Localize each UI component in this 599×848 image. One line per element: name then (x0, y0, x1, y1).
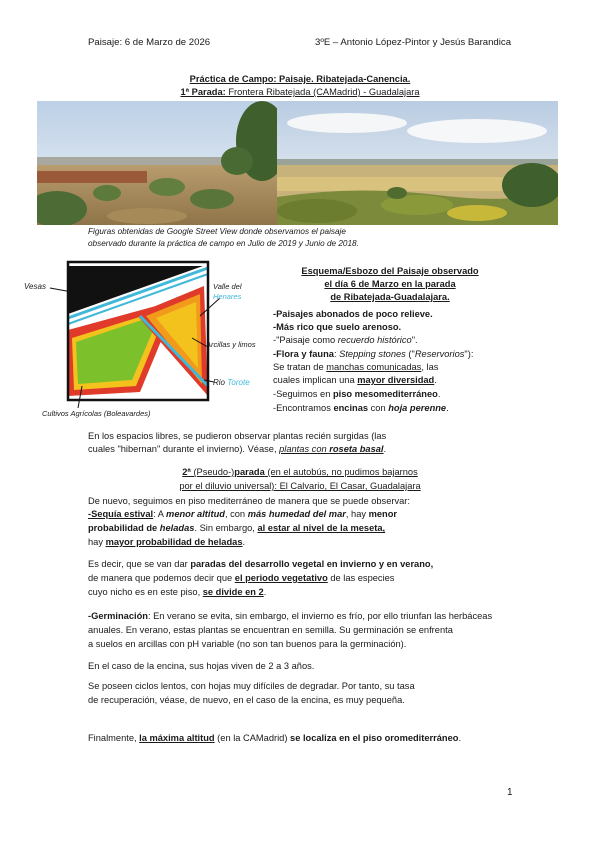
sketch-label-cultivos: Cultivos Agrícolas (Boleavardes) (42, 409, 151, 418)
p7-line-1 (88, 732, 461, 745)
p3-3c: . (263, 587, 267, 597)
subtitle-bold: 1ª Parada: (180, 87, 226, 97)
s4b: : (333, 349, 340, 359)
s3c: ". (411, 335, 418, 345)
s8a: -Encontramos (273, 403, 334, 413)
s8d: hoja perenne (388, 403, 447, 413)
p2-line-3 (88, 522, 385, 535)
p3-line-1 (88, 558, 433, 571)
p2-line-2 (88, 508, 397, 521)
p3-2b: el periodo vegetativo (234, 573, 328, 583)
photo-left (37, 101, 277, 225)
p7-d: se localiza en el piso oromediterráneo (290, 733, 459, 743)
stop2-1d: (en el autobús, no pudimos bajarnos (264, 467, 418, 477)
p3-2c: de las especies (327, 573, 395, 583)
s6c: . (434, 375, 437, 385)
p3-3a: cuyo nicho es en este piso, (88, 587, 203, 597)
s4a: -Flora y fauna (273, 349, 334, 359)
s5b: manchas comunicadas (326, 362, 422, 372)
p7-a: Finalmente, (88, 733, 140, 743)
s8e: . (446, 403, 449, 413)
s6a: cuales implican una (273, 375, 358, 385)
p2-2b: : A (153, 509, 167, 519)
p4-line-2: anuales. En verano, estas plantas se encuentran en semilla. Su germinación se enfrenta (88, 625, 453, 635)
s5c: , las (421, 362, 439, 372)
p3-3b: se divide en 2 (202, 587, 264, 597)
page-number: 1 (507, 787, 513, 798)
s4c: Stepping stones (339, 349, 406, 359)
p3-line-2 (88, 572, 394, 585)
sketch-label-vesas: Vesas (24, 282, 46, 291)
caption-line1: Figuras obtenidas de Google Street View donde observamos el paisaje (88, 227, 346, 236)
p2-2a: -Sequía estival (88, 509, 154, 519)
p2-line-1: De nuevo, seguimos en piso mediterráneo de manera que se puede observar: (88, 496, 410, 506)
p1-line-2 (88, 443, 386, 456)
scheme-title-2: el día 6 de Marzo en la parada (324, 279, 456, 289)
scheme-line-4 (273, 348, 473, 361)
scheme-title-1: Esquema/Esbozo del Paisaje observado (301, 266, 479, 276)
p4-1a: -Germinación (88, 611, 148, 621)
subtitle-rest: Frontera Ribatejada (CAMadrid) - Guadalajara (225, 87, 420, 97)
p7-e: . (458, 733, 462, 743)
p4-line-3: a suelos en arcillas con pH variable (no son tan buenos para la germinación). (88, 639, 407, 649)
stop2-line-2: por el diluvio universal): El Calvario, El Casar, Guadalajara (179, 481, 421, 491)
p2-line-4 (88, 536, 245, 549)
p3-line-3 (88, 586, 266, 599)
p3-1b: paradas del desarrollo vegetal en invierno y en verano, (190, 559, 434, 569)
p4-1b: : En verano se evita, sin embargo, el invierno es frío, por ello triunfan las herbáceas (147, 611, 493, 621)
p2-2g: menor (368, 509, 398, 519)
s3b: recuerdo histórico (337, 335, 412, 345)
p2-4b: mayor probabilidad de heladas (105, 537, 243, 547)
sketch-label-arcillas: Arcillas y limos (206, 340, 256, 349)
p2-2f: , hay (345, 509, 369, 519)
p2-2d: , con (224, 509, 248, 519)
sketch-label-rio-a: Rio (213, 378, 226, 387)
p2-2c: menor altitud (166, 509, 225, 519)
stop2-1c: parada (234, 467, 265, 477)
s3a: -"Paisaje como (273, 335, 338, 345)
p7-c: (en la CAMadrid) (214, 733, 291, 743)
p2-3b: heladas (159, 523, 195, 533)
s6b: mayor diversidad (357, 375, 435, 385)
caption-line2: observado durante la práctica de campo en Julio de 2019 y Junio de 2018. (88, 239, 359, 248)
sketch-label-rio-b: Torote (227, 378, 250, 387)
p6-line-2: de recuperación, véase, de nuevo, en el caso de la encina, es muy pequeña. (88, 695, 405, 705)
s8b: encinas (333, 403, 369, 413)
p1-2c: roseta basal (329, 444, 384, 454)
scheme-line-7 (273, 388, 440, 401)
scheme-line-3 (273, 334, 418, 347)
stop2-1a: 2ª (182, 467, 191, 477)
p2-4c: . (242, 537, 246, 547)
s5a: Se tratan de (273, 362, 327, 372)
page-subtitle (100, 86, 500, 99)
p1-2d: . (383, 444, 387, 454)
p2-2e: más humedad del mar (247, 509, 346, 519)
sketch-label-valle-1: Valle del (213, 282, 242, 291)
page-title: Práctica de Campo: Paisaje. Ribatejada-Canencia. (189, 74, 411, 84)
stop2-1b: (Pseudo-) (190, 467, 235, 477)
p2-3a: probabilidad de (88, 523, 160, 533)
scheme-line-1: -Paisajes abonados de poco relieve. (273, 309, 433, 319)
p2-3d: al estar al nivel de la meseta, (257, 523, 386, 533)
scheme-line-6 (273, 374, 437, 387)
scheme-line-8 (273, 402, 449, 415)
sketch-label-valle (213, 282, 242, 302)
sketch-label-rio (213, 378, 250, 387)
s7c: . (437, 389, 441, 399)
p2-4a: hay (88, 537, 106, 547)
p2-3c: . Sin embargo, (194, 523, 258, 533)
scheme-line-5 (273, 361, 438, 374)
landscape-sketch (28, 256, 268, 422)
p1-2b: plantas con (279, 444, 330, 454)
p4-line-1 (88, 610, 492, 623)
header-right: 3ºE – Antonio López-Pintor y Jesús Barandica (315, 37, 512, 48)
s4e: Reservorios (414, 349, 465, 359)
p1-2a: cuales "hibernan" durante el invierno). Véase, (88, 444, 280, 454)
s4d: (" (405, 349, 415, 359)
p3-2a: de manera que podemos decir que (88, 573, 235, 583)
sketch-label-valle-2: Henares (213, 292, 242, 301)
stop2-line-1 (100, 466, 500, 479)
s4f: "): (464, 349, 474, 359)
s8c: con (368, 403, 389, 413)
scheme-line-2: -Más rico que suelo arenoso. (273, 322, 402, 332)
p6-line-1: Se poseen ciclos lentos, con hojas muy difíciles de degradar. Por tanto, su tasa (88, 681, 415, 691)
p3-1a: Es decir, que se van dar (88, 559, 191, 569)
p1-line-1: En los espacios libres, se pudieron observar plantas recién surgidas (las (88, 431, 387, 441)
p7-b: la máxima altitud (139, 733, 215, 743)
header-left: Paisaje: 6 de Marzo de 2026 (88, 37, 211, 48)
p5-line-1: En el caso de la encina, sus hojas viven de 2 a 3 años. (88, 661, 315, 671)
s7a: -Seguimos en (273, 389, 333, 399)
scheme-title-3: de Ribatejada-Guadalajara. (330, 292, 450, 302)
photo-right (277, 101, 558, 225)
s7b: piso mesomediterráneo (332, 389, 438, 399)
